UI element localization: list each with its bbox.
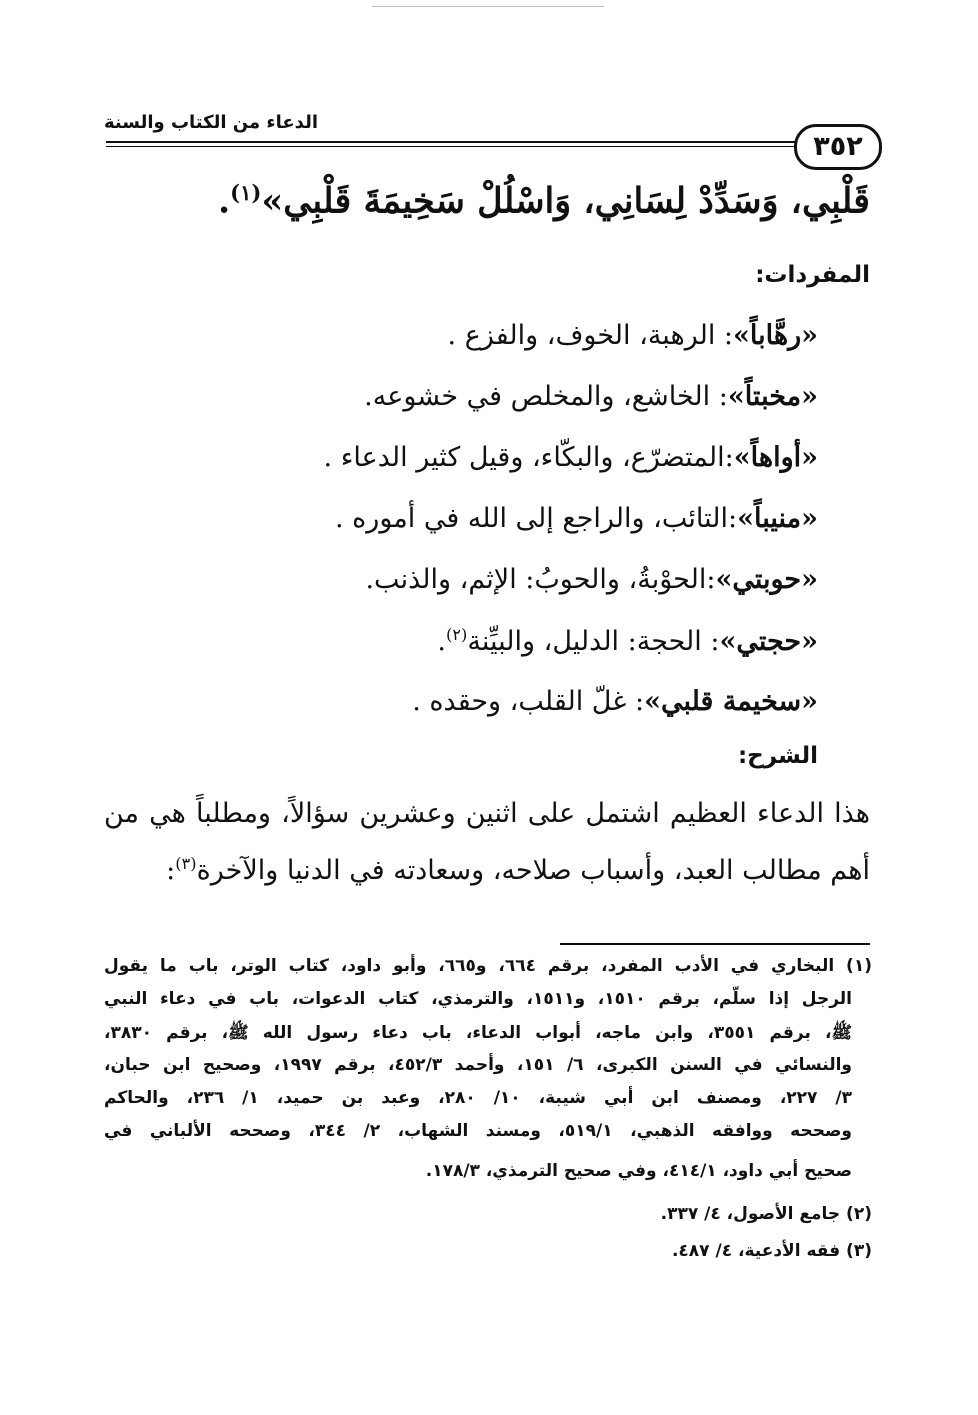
vocab-definition: : غلّ القلب، وحقده . (412, 686, 645, 717)
footnote-line: والنسائي في السنن الكبرى، ٦/ ١٥١، وأحمد ٤٥٢/٣، برقم ١٩٩٧، وصحيح ابن حبان، (104, 1055, 852, 1075)
sharh-paragraph-line (166, 854, 870, 886)
vocab-term: «رهَّاباً» (733, 320, 818, 351)
vocab-definition: :المتضرّع، والبكّاء، وقيل كثير الدعاء . (323, 442, 734, 473)
running-header: الدعاء من الكتاب والسنة (103, 112, 318, 133)
vocab-item (448, 320, 818, 351)
vocab-term: «حوبتي» (715, 564, 818, 595)
sharh-paragraph-line: هذا الدعاء العظيم اشتمل على اثنين وعشرين سؤالاً، ومطلباً هي من (104, 798, 870, 829)
vocab-definition: :الحوْبةُ، والحوبُ: الإثم، والذنب. (365, 564, 716, 595)
vocab-definition: :التائب، والراجع إلى الله في أموره . (334, 503, 738, 534)
hadith-text (218, 180, 870, 222)
vocab-term: «حجتي» (719, 626, 818, 657)
vocab-item (324, 442, 818, 473)
vocab-item (437, 625, 818, 657)
vocab-term: «سخيمة قلبي» (644, 686, 818, 717)
vocab-item (365, 564, 818, 595)
vocab-term: «مخبتاً» (727, 381, 818, 412)
top-rule (372, 6, 604, 7)
footnote-line: (٢) جامع الأصول، ٤/ ٣٣٧. (660, 1204, 872, 1224)
footnote-ref: (٣) (175, 854, 197, 873)
footnote-line: (٣) فقه الأدعية، ٤/ ٤٨٧. (671, 1241, 872, 1261)
vocab-heading: المفردات: (755, 262, 870, 288)
footnote-line: (١) البخاري في الأدب المفرد، برقم ٦٦٤، و٦٦٥، وأبو داود، كتاب الوتر، باب ما يقول (104, 956, 872, 976)
sharh-heading: الشرح: (737, 743, 818, 769)
verse-end: . (217, 180, 231, 222)
vocab-definition: : الخاشع، والمخلص في خشوعه. (364, 381, 728, 412)
vocab-definition: : الحجة: الدليل، والبيِّنة (467, 626, 720, 657)
vocab-item (412, 686, 818, 717)
vocab-item (364, 381, 818, 412)
footnote-line: وصححه ووافقه الذهبي، ٥١٩/١، ومسند الشهاب، ٢/ ٣٤٤، وصححه الألباني في (104, 1121, 852, 1141)
verse-text: قَلْبِي، وَسَدِّدْ لِسَانِي، وَاسْلُلْ سَخِيمَةَ قَلْبِي» (261, 180, 870, 222)
vocab-item (335, 503, 818, 534)
footnote-line: الرجل إذا سلّم، برقم ١٥١٠، و١٥١١، والترمذي، كتاب الدعوات، باب في دعاء النبي (104, 989, 852, 1009)
footnote-ref: (٢) (445, 625, 468, 644)
footnote-line: ٣/ ٢٢٧، ومصنف ابن أبي شيبة، ١٠/ ٢٨٠، وعبد بن حميد، ١/ ٢٣٦، والحاكم (104, 1088, 852, 1108)
footnote-line: صحيح أبي داود، ٤١٤/١، وفي صحيح الترمذي، ١٧٨/٣. (425, 1161, 852, 1181)
footnote-separator (560, 943, 870, 945)
vocab-definition: : الرهبة، الخوف، والفزع . (447, 320, 733, 351)
footnote-line: ﷺ، برقم ٣٥٥١، وابن ماجه، أبواب الدعاء، باب دعاء رسول الله ﷺ، برقم ٣٨٣٠، (104, 1023, 852, 1043)
vocab-term: «أواهاً» (733, 442, 818, 473)
vocab-end: . (437, 626, 446, 657)
vocab-term: «منيباً» (737, 503, 818, 534)
sharh-line-end: : (166, 855, 176, 886)
sharh-line-text: أهم مطالب العبد، وأسباب صلاحه، وسعادته في الدنيا والآخرة (196, 855, 870, 886)
footnote-ref: (١) (230, 180, 262, 205)
header-rule (106, 141, 796, 147)
page-number: ٣٥٢ (794, 124, 882, 170)
